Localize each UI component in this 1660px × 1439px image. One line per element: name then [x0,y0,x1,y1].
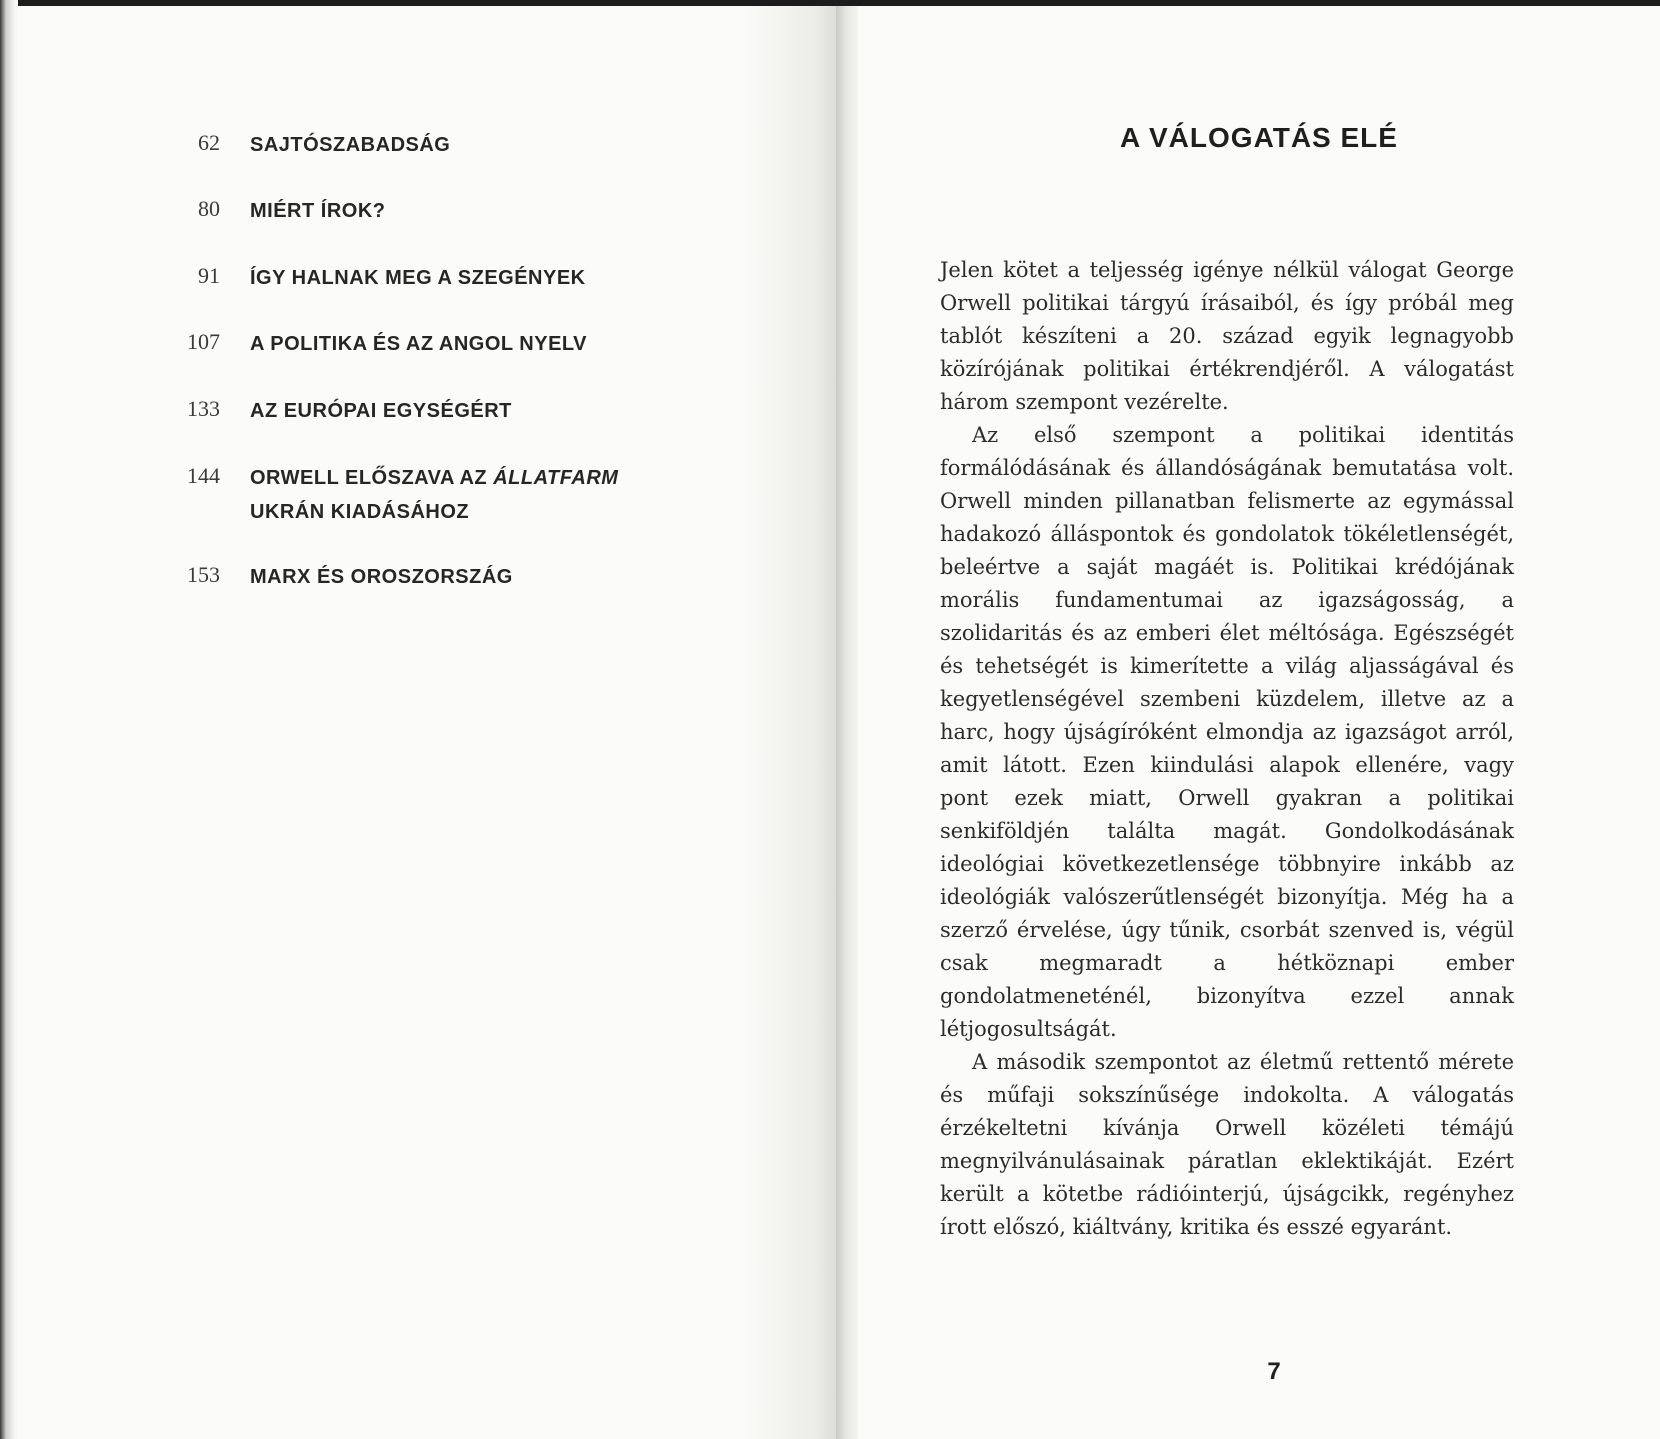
toc-title-italic: ÁLLATFARM [493,467,619,489]
left-page [18,6,840,1439]
toc-page-number: 107 [187,329,220,354]
toc-page-number: 91 [198,263,220,288]
paragraph: Jelen kötet a teljesség igénye nélkül válogat George Orwell politikai tárgyú írásaiból, és így próbál meg tablót készíteni a 20. század egyik legnagyobb közírójának politikai értékrendjéről. A válogatást három szempont vezérelte. [940,258,1514,414]
toc-title: MIÉRT ÍROK? [250,200,386,222]
paragraph: A második szempontot az életmű rettentő mérete és műfaji sokszínűsége indokolta. A válogatás érzékeltetni kívánja Orwell közéleti témájú megnyilvánulásainak páratlan eklektikáját. Ezért került a kötetbe rádióinterjú, újságcikk, regényhez írott előszó, kiáltvány, kritika és esszé egyaránt. [940,1050,1514,1239]
book-gutter [836,6,858,1439]
toc-page-number: 133 [187,396,220,421]
toc-title: MARX ÉS OROSZORSZÁG [250,566,513,588]
toc-title: SAJTÓSZABADSÁG [250,134,451,156]
toc-page-number: 144 [187,463,220,488]
chapter-title: A VÁLOGATÁS ELÉ [1120,122,1398,153]
chapter-body [940,254,1514,1244]
toc-title-part: UKRÁN KIADÁSÁHOZ [250,501,470,523]
paragraph: Az első szempont a politikai identitás formálódásának és állandóságának bemutatása volt. Orwell minden pillanatban felismerte az egymással hadakozó álláspontok és gondolatok tökéletlenségét, beleértve a saját magáét is. Politikai krédójának morális fundamentumai az igazságosság, a szolidaritás és az emberi élet méltósága. Egészségét és tehetségét is kimerítette a világ aljasságával és kegyetlenségével szembeni küzdelem, illetve az a harc, hogy újságíróként elmondja az igazságot arról, amit látott. Ezen kiindulási alapok ellenére, vagy pont ezek miatt, Orwell gyakran a politikai senkiföldjén találta magát. Gondolkodásának ideológiai következetlensége többnyire inkább az ideológiák valószerűtlenségét bizonyítja. Még ha a szerző érvelése, úgy tűnik, csorbát szenved is, végül csak megmaradt a hétköznapi ember gondolatmeneténél, bizonyítva ezzel annak létjogosultságát. [940,423,1514,1041]
toc-title-part: ORWELL ELŐSZAVA AZ [250,467,494,489]
toc-page-number: 153 [187,562,220,587]
page-number: 7 [1267,1358,1281,1385]
page-left-edge [0,0,18,1439]
toc-title [250,461,810,529]
toc-page-number: 62 [198,130,220,155]
toc-title: AZ EURÓPAI EGYSÉGÉRT [250,400,512,422]
toc-title: ÍGY HALNAK MEG A SZEGÉNYEK [250,267,586,289]
toc-page-number: 80 [198,196,220,221]
toc-title: A POLITIKA ÉS AZ ANGOL NYELV [250,333,587,355]
right-page [858,6,1660,1439]
